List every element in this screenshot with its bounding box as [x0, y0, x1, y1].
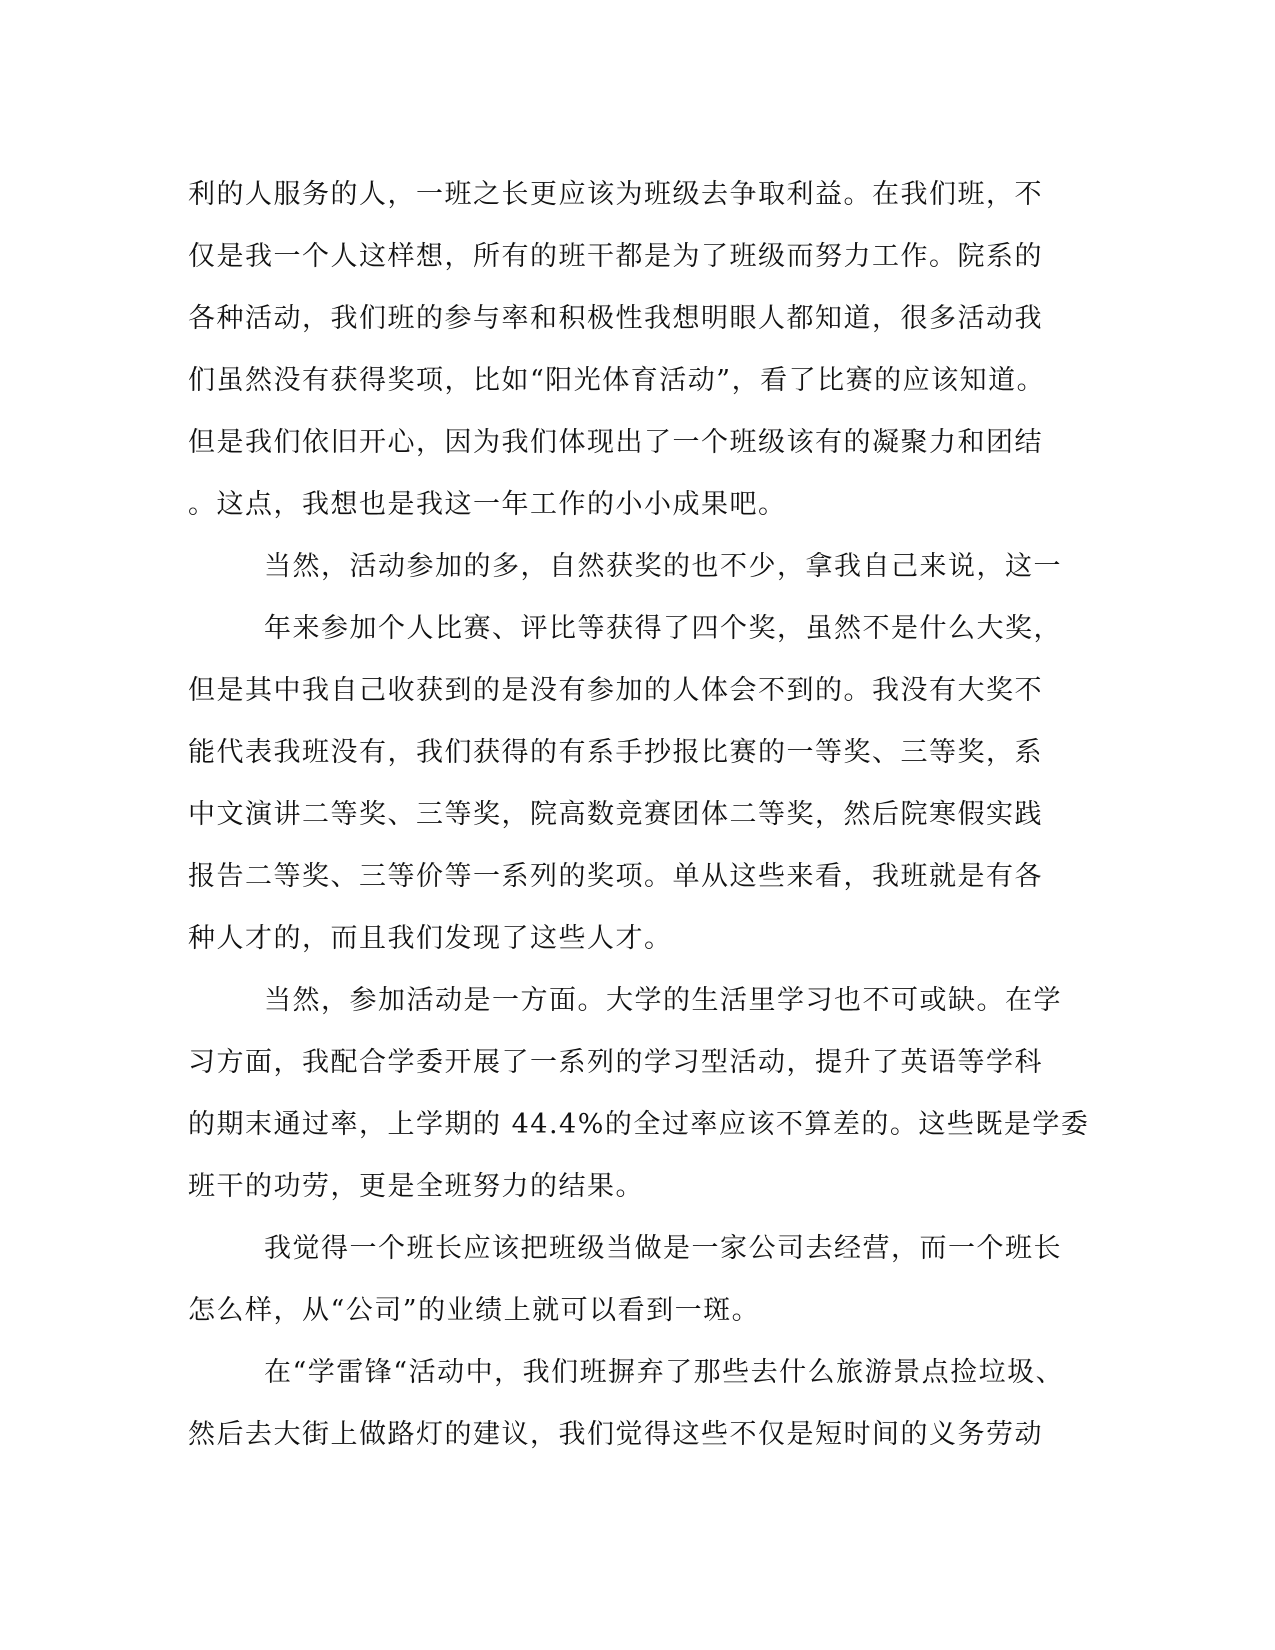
text-line: 种人才的，而且我们发现了这些人才。: [188, 923, 673, 954]
text-line: 利的人服务的人，一班之长更应该为班级去争取利益。在我们班，不: [188, 179, 1043, 210]
text-line: 仅是我一个人这样想，所有的班干都是为了班级而努力工作。院系的: [188, 241, 1043, 272]
text-line: 当然，活动参加的多，自然获奖的也不少，拿我自己来说，这一: [264, 551, 1062, 582]
text-line: 但是我们依旧开心，因为我们体现出了一个班级该有的凝聚力和团结: [188, 427, 1043, 458]
text-line: 我觉得一个班长应该把班级当做是一家公司去经营，而一个班长: [264, 1233, 1062, 1264]
text-line: 的期末通过率，上学期的 44.4%的全过率应该不算差的。这些既是学委: [188, 1109, 1090, 1140]
text-line: 们虽然没有获得奖项，比如“阳光体育活动”，看了比赛的应该知道。: [188, 365, 1046, 396]
text-line: 各种活动，我们班的参与率和积极性我想明眼人都知道，很多活动我: [188, 303, 1043, 334]
text-line: 但是其中我自己收获到的是没有参加的人体会不到的。我没有大奖不: [188, 675, 1043, 706]
body-text: [188, 164, 1090, 1466]
text-line: 能代表我班没有，我们获得的有系手抄报比赛的一等奖、三等奖，系: [188, 737, 1043, 768]
text-line: 习方面，我配合学委开展了一系列的学习型活动，提升了英语等学科: [188, 1047, 1043, 1078]
text-line: 中文演讲二等奖、三等奖，院高数竞赛团体二等奖，然后院寒假实践: [188, 799, 1043, 830]
text-line: 怎么样，从“公司”的业绩上就可以看到一斑。: [188, 1295, 761, 1326]
text-line: 然后去大街上做路灯的建议，我们觉得这些不仅是短时间的义务劳动: [188, 1419, 1043, 1450]
text-line: 。这点，我想也是我这一年工作的小小成果吧。: [188, 489, 787, 520]
text-line: 班干的功劳，更是全班努力的结果。: [188, 1171, 644, 1202]
text-line: 在“学雷锋“活动中，我们班摒弃了那些去什么旅游景点捡垃圾、: [264, 1357, 1065, 1388]
text-line: 报告二等奖、三等价等一系列的奖项。单从这些来看，我班就是有各: [188, 861, 1043, 892]
text-line: 年来参加个人比赛、评比等获得了四个奖，虽然不是什么大奖，: [264, 613, 1062, 644]
text-line: 当然，参加活动是一方面。大学的生活里学习也不可或缺。在学: [264, 985, 1062, 1016]
